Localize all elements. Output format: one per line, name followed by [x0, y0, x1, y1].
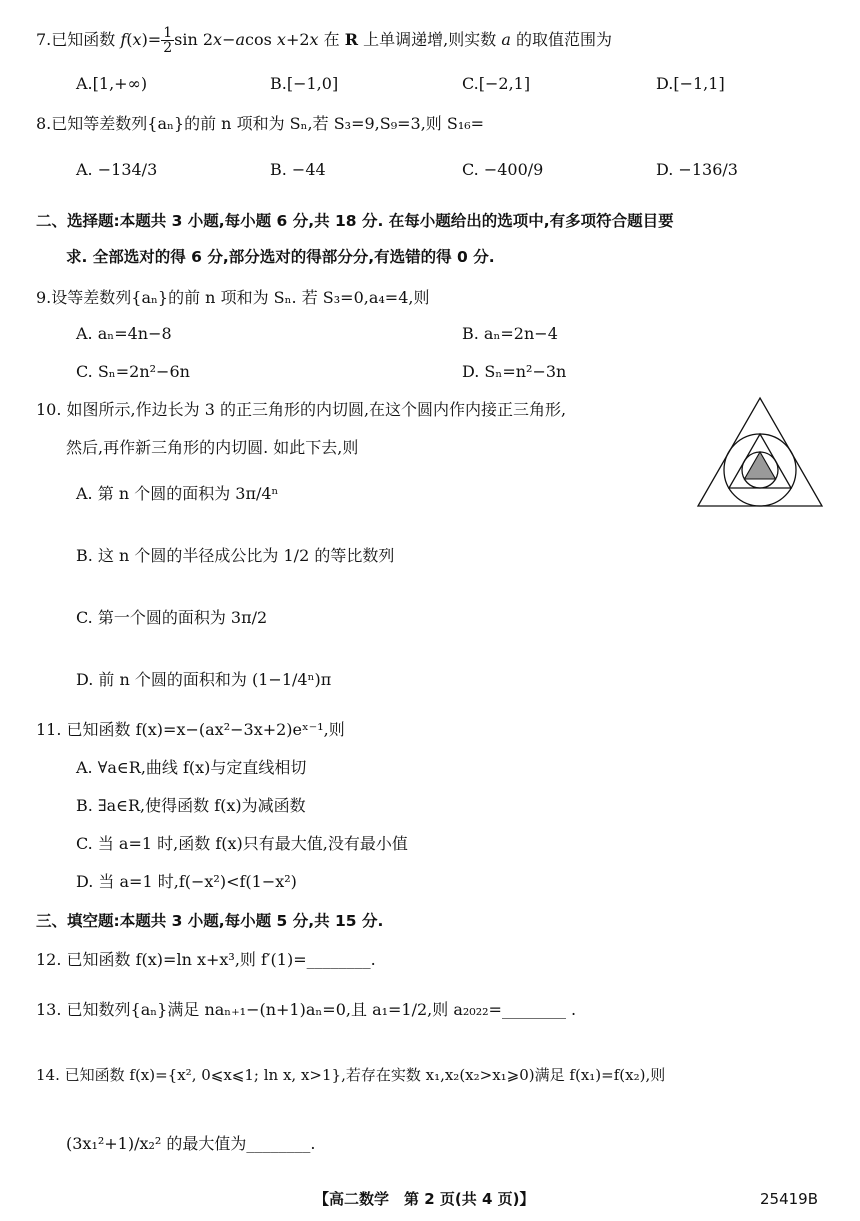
- q8-option-c: C. −400/9: [462, 160, 544, 179]
- q8-option-b: B. −44: [270, 160, 326, 179]
- q9-stem: 9.设等差数列{aₙ}的前 n 项和为 Sₙ. 若 S₃=0,a₄=4,则: [36, 288, 430, 307]
- q10-option-b: B. 这 n 个圆的半径成公比为 1/2 的等比数列: [76, 546, 395, 565]
- section3-heading: 三、填空题:本题共 3 小题,每小题 5 分,共 15 分.: [36, 912, 384, 930]
- q10-stem-line2: 然后,再作新三角形的内切圆. 如此下去,则: [66, 438, 359, 457]
- q9-option-c: C. Sₙ=2n²−6n: [76, 362, 190, 381]
- q13-text: 13. 已知数列{aₙ}满足 naₙ₊₁−(n+1)aₙ=0,且 a₁=1/2,则 a₂₀₂₂=________ .: [36, 1000, 577, 1019]
- q10-option-d: D. 前 n 个圆的面积和为 (1−1/4ⁿ)π: [76, 670, 332, 689]
- q10-triangle-circle-figure: [694, 394, 826, 510]
- q7-stem: 7.已知函数 f(x)= $\frac{1}{2}$ sin 2x−acos x+2x 在 R 上单调递增,则实数 a 的取值范围为: [36, 25, 612, 56]
- q8-option-d: D. −136/3: [656, 160, 738, 179]
- q11-option-a: A. ∀a∈R,曲线 f(x)与定直线相切: [76, 758, 307, 777]
- q11-option-c: C. 当 a=1 时,函数 f(x)只有最大值,没有最小值: [76, 834, 408, 853]
- q8-stem: 8.已知等差数列{aₙ}的前 n 项和为 Sₙ,若 S₃=9,S₉=3,则 S₁₆=: [36, 114, 485, 133]
- exam-code: 25419B: [760, 1190, 819, 1208]
- q10-option-c: C. 第一个圆的面积为 3π/2: [76, 608, 268, 627]
- q14-stem: 14. 已知函数 f(x)={x², 0⩽x⩽1; ln x, x>1},若存在实数 x₁,x₂(x₂>x₁⩾0)满足 f(x₁)=f(x₂),则: [36, 1066, 666, 1084]
- q9-option-a: A. aₙ=4n−8: [76, 324, 172, 343]
- q9-option-d: D. Sₙ=n²−3n: [462, 362, 567, 381]
- q7-option-d: D.[−1,1]: [656, 74, 725, 93]
- q14-tail: (3x₁²+1)/x₂² 的最大值为________.: [66, 1134, 316, 1153]
- page-footer: 【高二数学 第 2 页(共 4 页)】: [314, 1190, 535, 1208]
- section2-heading-line1: 二、选择题:本题共 3 小题,每小题 6 分,共 18 分. 在每小题给出的选项中,有多项符合题目要: [36, 212, 674, 230]
- q12-text: 12. 已知函数 f(x)=ln x+x³,则 f′(1)=________.: [36, 950, 376, 969]
- q10-option-a: A. 第 n 个圆的面积为 3π/4ⁿ: [76, 484, 279, 503]
- section2-heading-line2: 求. 全部选对的得 6 分,部分选对的得部分分,有选错的得 0 分.: [66, 248, 495, 266]
- q11-stem: 11. 已知函数 f(x)=x−(ax²−3x+2)eˣ⁻¹,则: [36, 720, 345, 739]
- q11-option-d: D. 当 a=1 时,f(−x²)<f(1−x²): [76, 872, 297, 891]
- q10-stem-line1: 10. 如图所示,作边长为 3 的正三角形的内切圆,在这个圆内作内接正三角形,: [36, 400, 567, 419]
- q11-option-b: B. ∃a∈R,使得函数 f(x)为减函数: [76, 796, 306, 815]
- q7-option-c: C.[−2,1]: [462, 74, 531, 93]
- q8-option-a: A. −134/3: [76, 160, 158, 179]
- q7-option-b: B.[−1,0]: [270, 74, 339, 93]
- q9-option-b: B. aₙ=2n−4: [462, 324, 558, 343]
- q7-option-a: A.[1,+∞): [76, 74, 148, 93]
